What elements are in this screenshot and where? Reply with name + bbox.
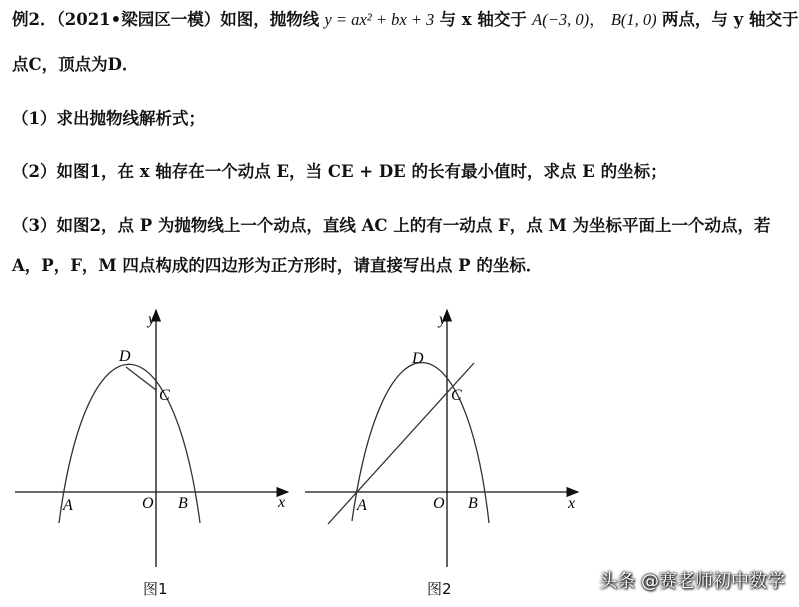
figure-2 [300,305,590,575]
point-a-label: A [63,497,73,514]
point-b-label: B [178,495,188,512]
y-axis-label: y [148,311,156,328]
question-3-line-1: （3）如图2，点 P 为抛物线上一个动点，直线 AC 上的有一动点 F，点 M 为坐标平面上一个动点，若 [12,216,771,235]
two-points-text: 两点，与 y 轴交于 [661,10,799,29]
point-c-label: C [159,387,170,404]
y-axis-label: y [439,311,447,328]
point-a-label: A [357,497,367,514]
question-1: （1）求出抛物线解析式； [12,109,205,128]
point-d-label: D [412,350,424,367]
figure-2-caption: 图2 [427,580,452,598]
problem-label: 例2． [12,10,57,29]
equation: y = ax² + bx + 3 [324,10,435,29]
problem-line-1: 例2．（2021•梁园区一模）如图，抛物线 y = ax² + bx + 3 与 x 轴交于 A(−3, 0)， B(1, 0) 两点，与 y 轴交于 [12,10,799,29]
point-a-coord: A(−3, 0) [532,10,590,29]
problem-source: （2021•梁园区一模） [56,10,221,29]
problem-intro: 如图，抛物线 [220,10,320,29]
figure-1-caption: 图1 [143,580,168,598]
point-c-label: C [451,387,462,404]
point-b-coord: B(1, 0) [610,10,657,29]
watermark: 头条 @赛老师初中数学 [599,571,785,592]
question-3-line-2: A，P，F，M 四点构成的四边形为正方形时，请直接写出点 P 的坐标． [12,256,543,275]
x-axis-label: x [568,495,576,512]
segment-dc [126,367,156,390]
x-axis-label: x [278,494,286,511]
intersect-text: 与 x 轴交于 [439,10,527,29]
figure-1 [10,305,300,575]
point-b-label: B [468,495,478,512]
problem-line-2: 点C，顶点为D． [12,55,139,74]
question-2: （2）如图1，在 x 轴存在一个动点 E，当 CE + DE 的长有最小值时，求点 E 的坐标； [12,162,667,181]
origin-label: O [142,495,154,512]
point-d-label: D [119,348,131,365]
origin-label: O [433,495,445,512]
